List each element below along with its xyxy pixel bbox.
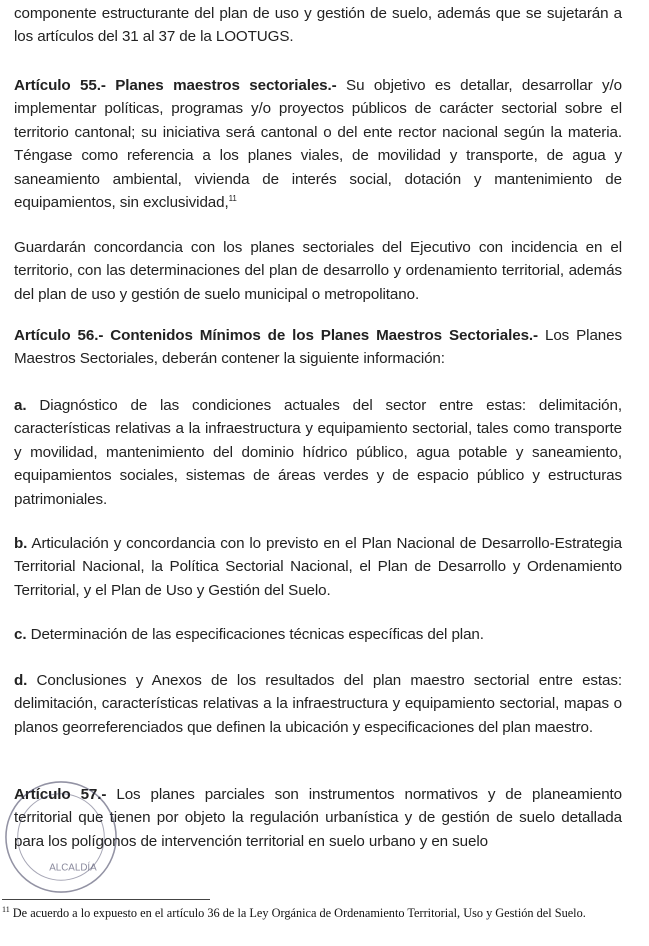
list-item-d xyxy=(14,669,622,739)
article-55-heading: Artículo 55.- Planes maestros sectoriales.- xyxy=(14,77,337,94)
list-item-b xyxy=(14,532,622,602)
seal-center-text: ALCALDÍA xyxy=(49,862,97,874)
list-item-a xyxy=(14,394,622,511)
list-letter: c. xyxy=(14,626,27,643)
article-55-paragraph xyxy=(14,74,622,214)
official-seal-stamp xyxy=(2,778,120,896)
list-letter: b. xyxy=(14,535,28,552)
footnote xyxy=(2,905,620,922)
list-text: Determinación de las especificaciones técnicas específicas del plan. xyxy=(26,626,484,643)
list-text: Articulación y concordancia con lo previsto en el Plan Nacional de Desarrollo-Estrategia Territorial Nacional, la Política Sectorial Nacional, el Plan de Desarrollo y Ordenamiento Territorial, y el Plan de Uso y Gestión del Suelo. xyxy=(14,535,622,599)
article-57-heading: Artículo 57.- xyxy=(14,786,107,803)
footnote-text: De acuerdo a lo expuesto en el artículo 36 de la Ley Orgánica de Ordenamiento Territorial, Uso y Gestión del Suelo. xyxy=(9,906,586,920)
article-56-heading: Artículo 56.- Contenidos Mínimos de los Planes Maestros Sectoriales.- xyxy=(14,327,539,344)
intro-paragraph: componente estructurante del plan de uso y gestión de suelo, además que se sujetarán a los artículos del 31 al 37 de la LOOTUGS. xyxy=(14,5,622,46)
seal-outer-ring xyxy=(6,782,116,892)
footnote-ref[interactable]: 11 xyxy=(228,193,237,203)
article-57-body: Los planes parciales son instrumentos normativos y de planeamiento territorial que tienen por objeto la regulación urbanística y de gestión de suelo detallada para los polígonos de intervención territorial en suelo urbano y en suelo xyxy=(14,786,623,850)
article-56-body: Los Planes Maestros Sectoriales, deberán contener la siguiente información: xyxy=(14,327,622,368)
list-letter: a. xyxy=(14,397,27,414)
list-letter: d. xyxy=(14,672,28,689)
article-55-body: Su objetivo es detallar, desarrollar y/o implementar políticas, programas y/o proyectos públicos de carácter sectorial sobre el territorio cantonal; su iniciativa será cantonal o del ente rector nacional según la materia. Téngase como referencia a los planes viales, de movilidad y transporte, de agua y saneamiento ambiental, vivienda de interés social, dotación y mantenimiento de equipamientos, sin exclusividad, xyxy=(14,77,622,212)
list-text: Conclusiones y Anexos de los resultados del plan maestro sectorial entre estas: delimitación, características relativas a la infraestructura y equipamiento sectorial, mapas o planos georreferenciados que definen la ubicación y especificaciones del plan maestro. xyxy=(14,672,622,736)
article-55-paragraph-2: Guardarán concordancia con los planes sectoriales del Ejecutivo con incidencia en el territorio, con las determinaciones del plan de desarrollo y ordenamiento territorial, además del plan de uso y gestión de suelo municipal o metropolitano. xyxy=(14,239,622,303)
footnote-number: 11 xyxy=(2,904,10,914)
list-text: Diagnóstico de las condiciones actuales del sector entre estas: delimitación, características relativas a la infraestructura y equipamiento sectorial, tales como transporte y movilidad, mantenimiento del dominio hídrico público, agua potable y saneamiento, equipamientos sociales, sistemas de áreas verdes y de espacio público y estructuras patrimoniales. xyxy=(14,397,622,508)
list-item-c xyxy=(14,623,622,646)
article-56-paragraph xyxy=(14,324,622,371)
footnote-divider xyxy=(2,899,210,900)
